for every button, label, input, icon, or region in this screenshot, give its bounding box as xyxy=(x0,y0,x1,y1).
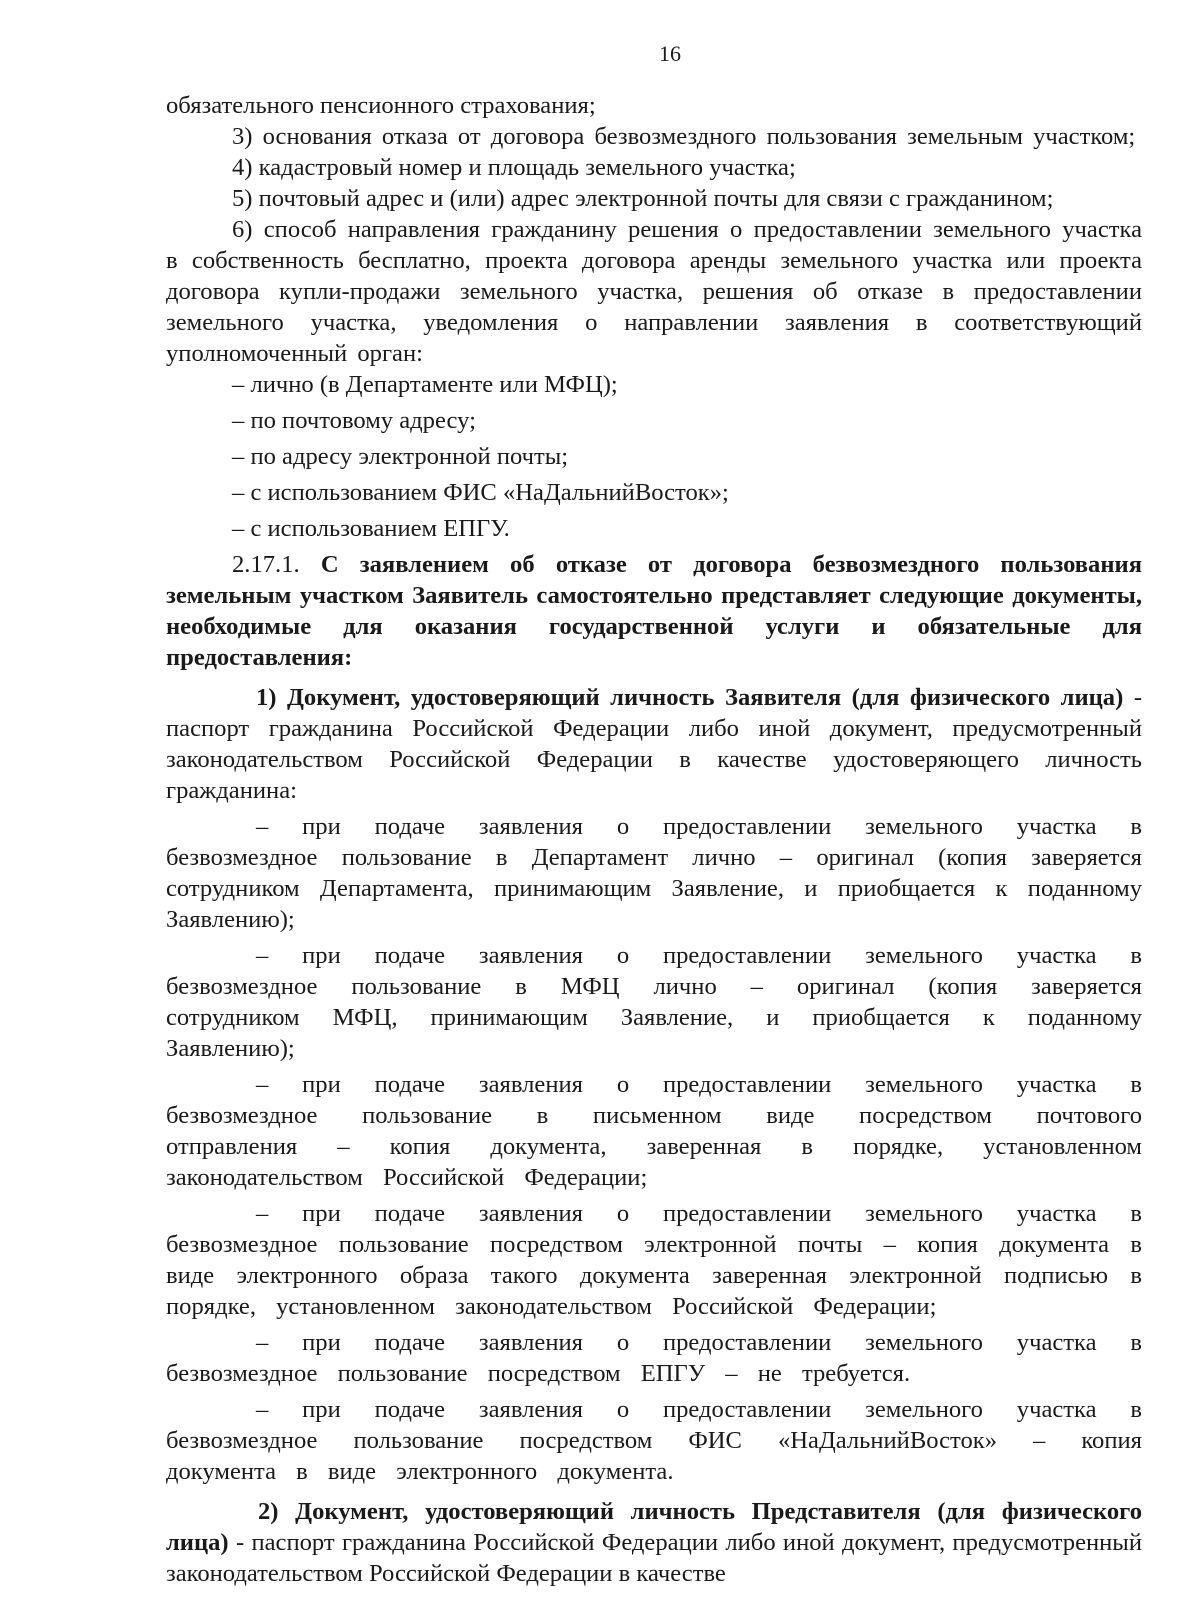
page-number: 16 xyxy=(659,41,681,66)
item-1-bullet-6: – при подаче заявления о предоставлении земельного участка в безвозмездное пользование посредством ФИС «НаДальнийВосток» – копия документа в виде электронного документа. xyxy=(166,1396,1142,1485)
delivery-option-epgu: – с использованием ЕПГУ. xyxy=(232,515,510,542)
paragraph-continuation: обязательного пенсионного страхования; xyxy=(166,92,596,119)
item-1-text: - паспорт гражданина Российской Федерации либо иной документ, предусмотренный законодательством Российской Федерации в качестве удостоверяющего личность гражданина: xyxy=(166,684,1143,804)
item-1-heading: 1) Документ, удостоверяющий личность Заявителя (для физического лица) xyxy=(256,684,1124,711)
item-1-bullet-1: – при подаче заявления о предоставлении земельного участка в безвозмездное пользование в Департамент лично – оригинал (копия заверяется сотрудником Департамента, принимающим Заявление, и приобщается к поданному Заявлению); xyxy=(166,813,1142,933)
list-item-6: 6) способ направления гражданину решения о предоставлении земельного участка в собственность бесплатно, проекта договора аренды земельного участка или проекта договора купли-продажи земельного участка, решения об отказе в предоставлении земельного участка, уведомления о направлении заявления в соответствующий уполномоченный орган: xyxy=(166,216,1142,367)
document-item-2 xyxy=(166,1496,1142,1589)
item-2-text: - паспорт гражданина Российской Федерации либо иной документ, предусмотренный законодательством Российской Федерации в качестве xyxy=(166,1529,1142,1587)
section-2-17-1 xyxy=(166,549,1142,673)
list-item-3: 3) основания отказа от договора безвозмездного пользования земельным участком; xyxy=(232,123,1136,150)
section-heading: С заявлением об отказе от договора безвозмездного пользования земельным участком Заявитель самостоятельно представляет следующие документы, необходимые для оказания государственной услуги и обязательные для предоставления: xyxy=(166,551,1142,671)
list-item-5: 5) почтовый адрес и (или) адрес электронной почты для связи с гражданином; xyxy=(232,185,1054,212)
item-1-bullet-2: – при подаче заявления о предоставлении земельного участка в безвозмездное пользование в МФЦ лично – оригинал (копия заверяется сотрудником МФЦ, принимающим Заявление, и приобщается к поданному Заявлению); xyxy=(166,942,1142,1062)
section-number: 2.17.1. xyxy=(232,551,300,578)
item-1-bullet-5: – при подаче заявления о предоставлении земельного участка в безвозмездное пользование посредством ЕПГУ – не требуется. xyxy=(166,1329,1142,1387)
delivery-option-postal: – по почтовому адресу; xyxy=(232,407,476,434)
list-item-4: 4) кадастровый номер и площадь земельного участка; xyxy=(232,154,796,181)
delivery-option-fis: – с использованием ФИС «НаДальнийВосток»; xyxy=(232,479,729,506)
item-2-heading: 2) Документ, удостоверяющий личность Представителя (для физического лица) xyxy=(166,1498,1142,1556)
document-item-1 xyxy=(166,682,1142,806)
delivery-option-in-person: – лично (в Департаменте или МФЦ); xyxy=(232,371,618,398)
document-body xyxy=(166,90,1142,1589)
item-1-bullet-3: – при подаче заявления о предоставлении земельного участка в безвозмездное пользование в письменном виде посредством почтового отправления – копия документа, заверенная в порядке, установленном законодательством Российской Федерации; xyxy=(166,1071,1142,1191)
delivery-option-email: – по адресу электронной почты; xyxy=(232,443,569,470)
item-1-bullet-4: – при подаче заявления о предоставлении земельного участка в безвозмездное пользование посредством электронной почты – копия документа в виде электронного образа такого документа заверенная электронной подписью в порядке, установленном законодательством Российской Федерации; xyxy=(166,1200,1142,1320)
